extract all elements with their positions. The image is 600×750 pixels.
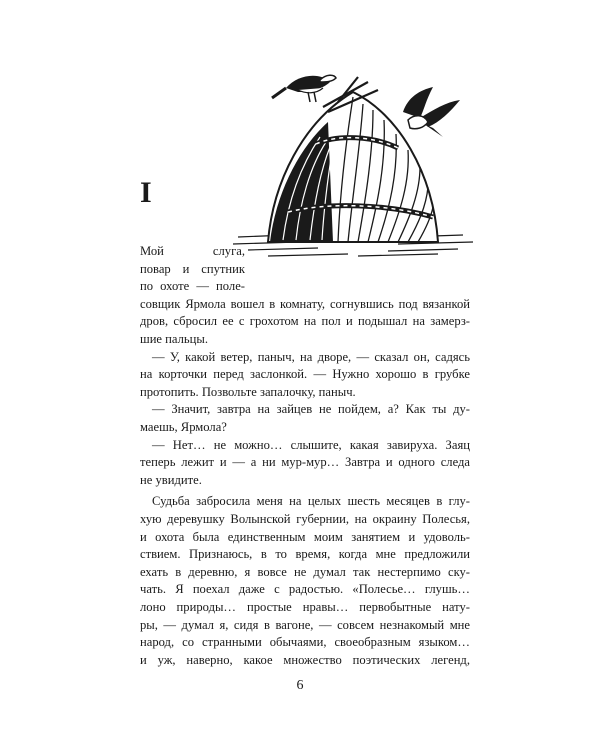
text-line: и уж, наверно, какое множество поэтических легенд, — [140, 652, 470, 667]
text-line: и охота была единственным моим занятием и удоволь- — [140, 529, 470, 544]
text-line: на корточки перед заслонкой. — Нужно хорошо в грубке — [140, 367, 470, 382]
text-line: народ, со странными обычаями, своеобразным языком… — [140, 635, 470, 650]
text-line: — Нет… не можно… слышите, какая завируха. Заяц — [152, 437, 470, 452]
haystack-with-birds-illustration — [228, 52, 478, 267]
text-line: маешь, Ярмола? — [140, 420, 227, 434]
text-line: совщик Ярмола вошел в комнату, согнувшись под вязанкой — [140, 296, 470, 311]
text-line: повар и спутник — [140, 261, 245, 276]
text-line: хую деревушку Волынской губернии, на окраину Полесья, — [140, 512, 470, 526]
text-line: ствием. Признаюсь, в то время, когда мне предложили — [140, 547, 470, 562]
text-line: — У, какой ветер, паныч, на дворе, — сказал он, садясь — [152, 349, 470, 364]
chapter-numeral: I — [140, 176, 152, 209]
text-line: дров, сбросил ее с грохотом на пол и подышал на замерз- — [140, 314, 470, 329]
text-line: ры, — думал я, сидя в вагоне, — совсем незнакомый мне — [140, 617, 470, 632]
text-line: не увидите. — [140, 472, 202, 487]
text-line: чать. Я поехал даже с радостью. «Полесье… глушь… — [140, 582, 470, 597]
bird-perched-icon — [272, 75, 336, 102]
text-line: протопить. Позвольте запалочку, паныч. — [140, 384, 356, 399]
text-line: шие пальцы. — [140, 332, 208, 346]
text-line: по охоте — поле- — [140, 279, 245, 294]
text-line: Мой слуга, — [140, 244, 245, 258]
text-line: Судьба забросила меня на целых шесть месяцев в глу- — [152, 494, 470, 509]
text-line: — Значит, завтра на зайцев не пойдем, а? Как ты ду- — [152, 402, 470, 417]
text-line: ехать в деревню, я вовсе не думал так нестерпимо ску- — [140, 564, 470, 579]
bird-flying-icon — [403, 87, 460, 137]
text-line: лоно природы… простые нравы… первобытные нату- — [140, 600, 470, 614]
page-number: 6 — [296, 678, 304, 693]
text-line: теперь лежит и — а ни мур-мур… Завтра и одного следа — [140, 455, 470, 470]
